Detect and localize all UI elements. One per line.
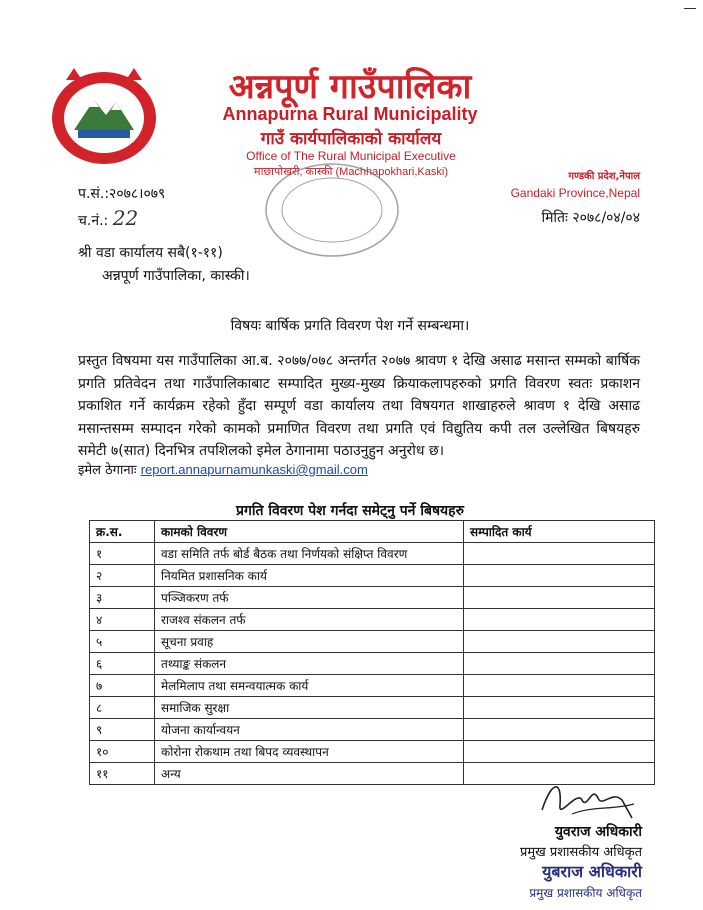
row-serial: १: [90, 543, 155, 565]
column-header-description: कामको विवरण: [155, 521, 464, 543]
row-completed: [464, 653, 655, 675]
row-description: तथ्याङ्क संकलन: [155, 653, 464, 675]
province-nepali: गण्डकी प्रदेश,नेपाल: [568, 171, 640, 182]
table-row: [90, 565, 655, 587]
province-english: Gandaki Province,Nepal: [510, 186, 640, 200]
row-completed: [464, 631, 655, 653]
progress-items-table: [89, 520, 655, 785]
row-serial: ११: [90, 763, 155, 785]
row-serial: १०: [90, 741, 155, 763]
row-description: वडा समिति तर्फ बोर्ड बैठक तथा निर्णयको संक्षिप्त विवरण: [155, 543, 464, 565]
page-corner-mark: [684, 8, 696, 9]
table-title: प्रगति विवरण पेश गर्नदा समेट्नु पर्ने बिषयहरु: [236, 503, 464, 519]
row-completed: [464, 609, 655, 631]
letter-body: प्रस्तुत विषयमा यस गाउँपालिका आ.ब. २०७७/०७८ अन्तर्गत २०७७ श्रावण १ देखि असाढ मसान्त सम्मको बार्षिक प्रगति प्रतिवेदन तथा गाउँपालिकाबाट सम्पादित मुख्य-मुख्य क्रियाकलापहरुको प्रगति विवरण स्वतः प्रकाशन प्रकाशित गर्ने कार्यक्रम रहेको हुँदा सम्पूर्ण वडा कार्यालय तथा विषयगत शाखाहरुले श्रावण १ देखि असाढ मसान्तसम्म सम्पादन गरेको कामको प्रमाणित विवरण तथा प्रगति एवं विद्युतिय कपी तल उल्लेखित बिषयहरु समेटी ७(सात) दिनभित्र तपशिलको इमेल ठेगानामा पठाउनुहुन अनुरोध छ।: [78, 353, 640, 459]
row-serial: ४: [90, 609, 155, 631]
row-serial: ९: [90, 719, 155, 741]
dispatch-number-row: [78, 206, 138, 230]
table-row: [90, 653, 655, 675]
row-description: अन्य: [155, 763, 464, 785]
table-row: [90, 587, 655, 609]
addressee-line-2: अन्नपूर्ण गाउँपालिका, कास्की।: [102, 268, 250, 284]
row-serial: ६: [90, 653, 155, 675]
email-label: इमेल ठेगानाः: [78, 463, 137, 478]
row-description: समाजिक सुरक्षा: [155, 697, 464, 719]
signatory-role: प्रमुख प्रशासकीय अधिकृत: [519, 845, 642, 860]
signatory-name: युवराज अधिकारी: [554, 824, 642, 840]
row-description: राजश्व संकलन तर्फ: [155, 609, 464, 631]
row-description: सूचना प्रवाह: [155, 631, 464, 653]
office-address: माछापोखरी, कास्की (Machhapokhari,Kaski): [254, 166, 448, 178]
row-completed: [464, 719, 655, 741]
signatory-stamp-name: युबराज अधिकारी: [542, 862, 642, 881]
row-completed: [464, 675, 655, 697]
row-description: पञ्जिकरण तर्फ: [155, 587, 464, 609]
table-row: [90, 631, 655, 653]
table-row: [90, 719, 655, 741]
row-serial: ७: [90, 675, 155, 697]
email-line: [78, 460, 368, 478]
dispatch-number-handwritten: 22: [112, 206, 139, 230]
table-row: [90, 609, 655, 631]
reference-number: प.सं.:२०७८।०७९: [78, 186, 166, 202]
row-completed: [464, 697, 655, 719]
table-row: [90, 675, 655, 697]
row-serial: ३: [90, 587, 155, 609]
row-completed: [464, 587, 655, 609]
dispatch-number-label: च.नं.:: [78, 213, 109, 229]
row-completed: [464, 741, 655, 763]
column-header-serial: क्र.स.: [90, 521, 155, 543]
office-round-stamp: [262, 160, 402, 260]
row-serial: ५: [90, 631, 155, 653]
office-title-english: Office of The Rural Municipal Executive: [246, 149, 456, 163]
row-serial: ८: [90, 697, 155, 719]
municipality-emblem-logo: [44, 60, 164, 170]
addressee-line-1: श्री वडा कार्यालय सबै(१-११): [78, 245, 223, 261]
table-row: [90, 741, 655, 763]
row-completed: [464, 543, 655, 565]
email-link[interactable]: report.annapurnamunkaski@gmail.com: [140, 462, 368, 477]
row-serial: २: [90, 565, 155, 587]
table-row: [90, 697, 655, 719]
column-header-completed-work: सम्पादित कार्य: [464, 521, 655, 543]
table-header-row: [90, 521, 655, 543]
row-completed: [464, 565, 655, 587]
row-description: नियमित प्रशासनिक कार्य: [155, 565, 464, 587]
municipality-title-nepali: अन्नपूर्ण गाउँपालिका: [228, 67, 472, 107]
office-title-nepali: गाउँ कार्यपालिकाको कार्यालय: [260, 129, 442, 149]
letter-subject: विषयः बार्षिक प्रगति विवरण पेश गर्ने सम्बन्धमा।: [230, 318, 470, 334]
handwritten-signature: [532, 770, 642, 828]
signatory-stamp-role: प्रमुख प्रशासकीय अधिकृत: [529, 886, 642, 900]
row-description: मेलमिलाप तथा समन्वयात्मक कार्य: [155, 675, 464, 697]
row-description: योजना कार्यान्वयन: [155, 719, 464, 741]
municipality-title-english: Annapurna Rural Municipality: [222, 104, 478, 124]
table-row: [90, 543, 655, 565]
row-description: कोरोना रोकथाम तथा बिपद व्यवस्थापन: [155, 741, 464, 763]
letter-date: मितिः २०७८/०४/०४: [541, 210, 640, 226]
